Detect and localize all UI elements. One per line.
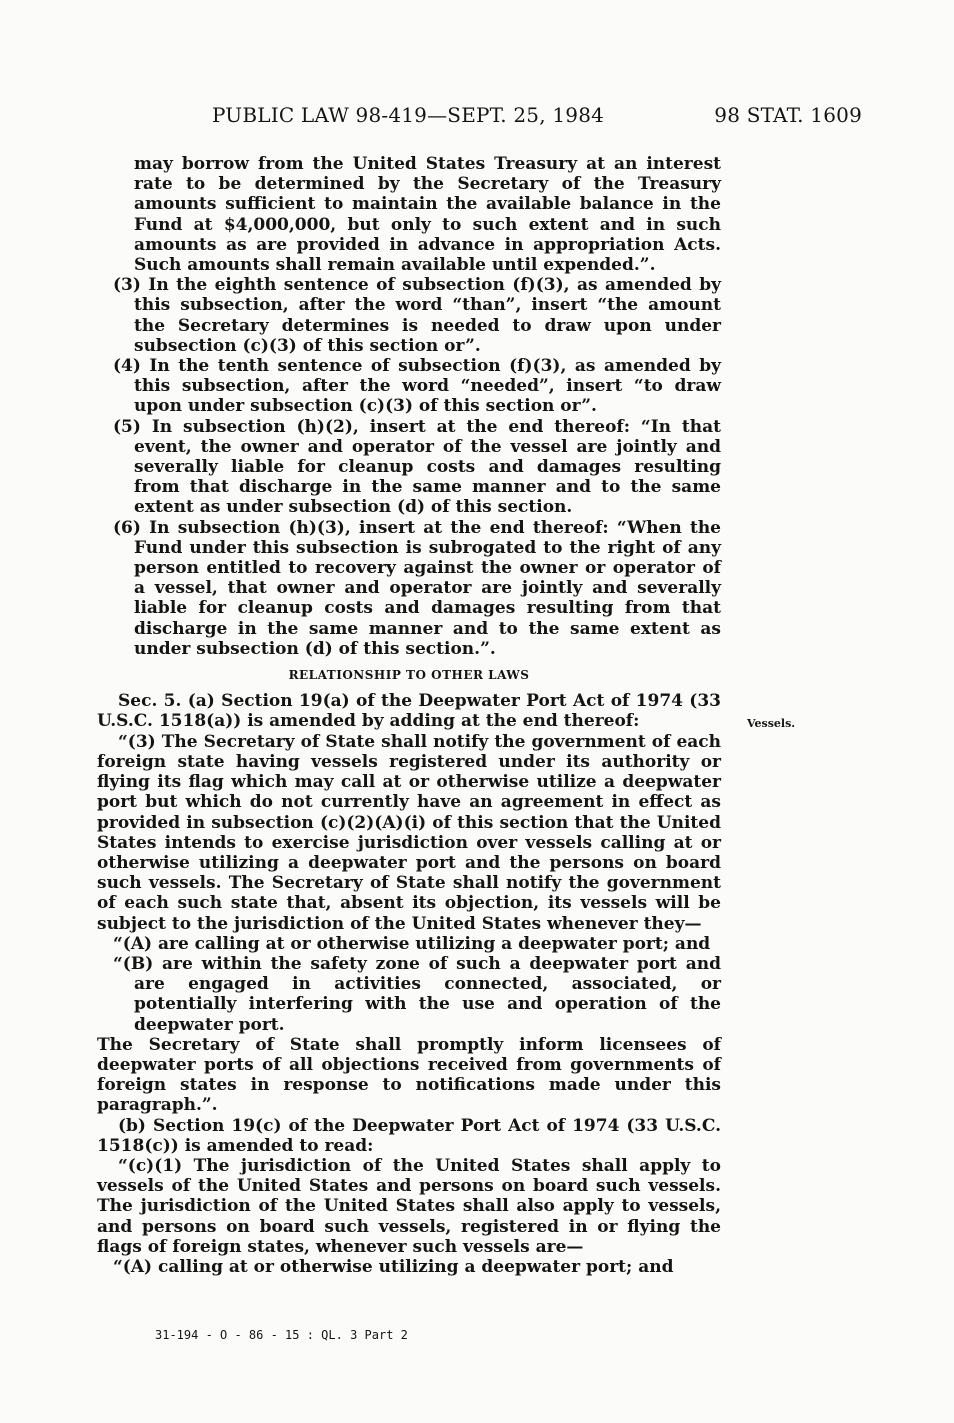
body-text xyxy=(97,154,721,1277)
paragraph-5: (5) In subsection (h)(2), insert at the end thereof: “In that event, the owner and operator of the vessel are jointly and severally liable for cleanup costs and damages resulting from that discharge in the same manner and to the same extent as under subsection (d) of this section. xyxy=(113,416,721,518)
paragraph-4: (4) In the tenth sentence of subsection (f)(3), as amended by this subsection, after the word “needed”, insert “to draw upon under subsection (c)(3) of this section or”. xyxy=(113,356,721,417)
paragraph-3: (3) In the eighth sentence of subsection (f)(3), as amended by this subsection, after the word “than”, insert “the amount the Secretary determines is needed to draw upon under subsection (c)(3) of this section or”. xyxy=(113,275,721,356)
quoted-subparagraph-b: “(B) are within the safety zone of such a deepwater port and are engaged in activities connected, associated, or potentially interfering with the use and operation of the deepwater port. xyxy=(113,953,721,1035)
section-5a: Sec. 5. (a) Section 19(a) of the Deepwater Port Act of 1974 (33 U.S.C. 1518(a)) is amended by adding at the end thereof: xyxy=(97,691,721,732)
page-footer: 31-194 - O - 86 - 15 : QL. 3 Part 2 xyxy=(155,1328,408,1342)
header-title: PUBLIC LAW 98-419—SEPT. 25, 1984 xyxy=(212,103,605,127)
quoted-paragraph-3: “(3) The Secretary of State shall notify the government of each foreign state having vessels registered under its authority or flying its flag which may call at or otherwise utilize a deepwater port but which do not currently have an agreement in effect as provided in subsection (c)(2)(A)(i) of this section that the United States intends to exercise jurisdiction over vessels calling at or otherwise utilizing a deepwater port and the persons on board such vessels. The Secretary of State shall notify the government of each such state that, absent its objection, its vessels will be subject to the jurisdiction of the United States whenever they— xyxy=(97,731,721,934)
page-header xyxy=(212,103,862,133)
paragraph-6: (6) In subsection (h)(3), insert at the end thereof: “When the Fund under this subsection is subrogated to the right of any person entitled to recovery against the owner or operator of a vessel, that owner and operator are jointly and severally liable for cleanup costs and damages resulting from that discharge in the same manner and to the same extent as under subsection (d) of this section.”. xyxy=(113,517,721,659)
paragraph-continuation: may borrow from the United States Treasury at an interest rate to be determined by the Secretary of the Treasury amounts sufficient to maintain the available balance in the Fund at $4,000,000, but only to such extent and in such amounts as are provided in advance in appropriation Acts. Such amounts shall remain available until expended.”. xyxy=(134,154,721,276)
quoted-paragraph-c1: “(c)(1) The jurisdiction of the United States shall apply to vessels of the United States and persons on board such vessels. The jurisdiction of the United States shall also apply to vessels, and persons on board such vessels, registered in or flying the flags of foreign states, whenever such vessels are— xyxy=(97,1155,721,1257)
quoted-paragraph-closing: The Secretary of State shall promptly inform licensees of deepwater ports of all objections received from governments of foreign states in response to notifications made under this paragraph.”. xyxy=(97,1034,721,1116)
quoted-subparagraph-c-a: “(A) calling at or otherwise utilizing a deepwater port; and xyxy=(113,1256,674,1277)
quoted-subparagraph-a: “(A) are calling at or otherwise utilizing a deepwater port; and xyxy=(113,933,711,954)
header-stat-number: 98 STAT. 1609 xyxy=(714,103,862,127)
margin-note: Vessels. xyxy=(747,717,796,730)
section-heading: RELATIONSHIP TO OTHER LAWS xyxy=(288,668,530,683)
section-5b: (b) Section 19(c) of the Deepwater Port Act of 1974 (33 U.S.C. 1518(c)) is amended to read: xyxy=(97,1115,721,1156)
